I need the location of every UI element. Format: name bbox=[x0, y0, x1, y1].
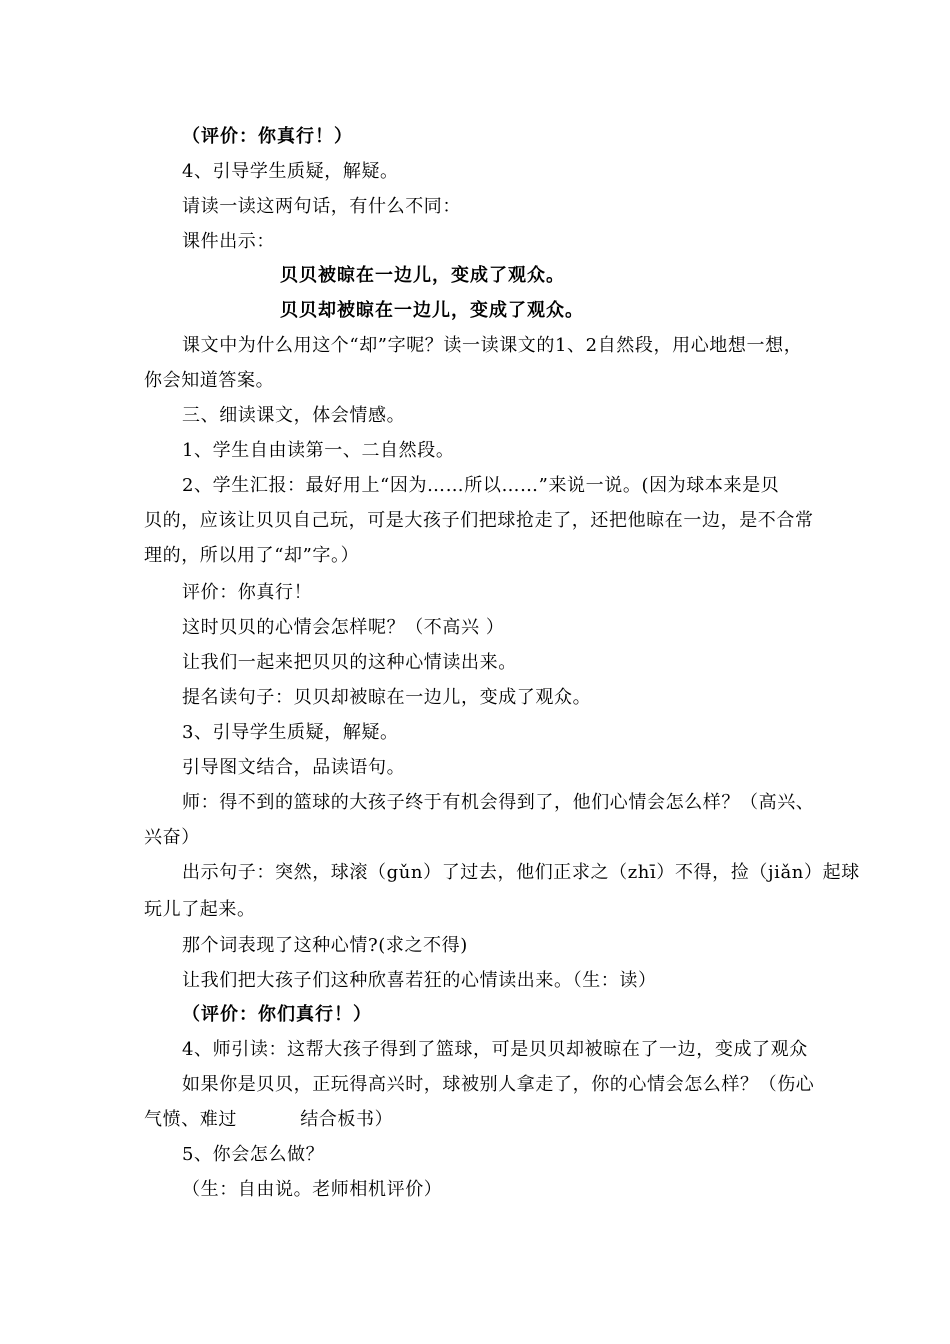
step-3-line: 3、引导学生质疑，解疑。 bbox=[182, 722, 399, 743]
courseware-label: 课件出示： bbox=[182, 231, 275, 252]
paragraph-line: 兴奋） bbox=[144, 827, 200, 848]
evaluation-line-1: （评价：你真行！） bbox=[182, 126, 353, 147]
instruction-line: 请读一读这两句话，有什么不同： bbox=[182, 196, 461, 217]
reading-line: 让我们一起来把贝贝的这种心情读出来。 bbox=[182, 652, 517, 673]
question-line: 那个词表现了这种心情?(求之不得) bbox=[182, 935, 468, 956]
step-4-line: 4、师引读：这帮大孩子得到了篮球，可是贝贝却被晾在了一边，变成了观众 bbox=[182, 1039, 808, 1060]
question-line: 如果你是贝贝，正玩得高兴时，球被别人拿走了，你的心情会怎么样？（伤心 bbox=[182, 1074, 815, 1095]
section-three-heading: 三、细读课文，体会情感。 bbox=[182, 405, 406, 426]
sentence-one: 贝贝被晾在一边儿，变成了观众。 bbox=[280, 265, 565, 286]
paragraph-line: 气愤、难过 结合板书） bbox=[144, 1109, 394, 1130]
reading-line: 提名读句子：贝贝却被晾在一边儿，变成了观众。 bbox=[182, 687, 592, 708]
guide-line: 引导图文结合，品读语句。 bbox=[182, 757, 406, 778]
evaluation-line-3: （评价：你们真行！） bbox=[182, 1004, 372, 1025]
student-response-line: （生：自由说。老师相机评价） bbox=[182, 1179, 443, 1200]
reading-line: 让我们把大孩子们这种欣喜若狂的心情读出来。（生：读） bbox=[182, 970, 657, 991]
evaluation-line-2: 评价：你真行！ bbox=[182, 582, 313, 603]
paragraph-line: 玩儿了起来。 bbox=[144, 899, 256, 920]
paragraph-line: 贝的，应该让贝贝自己玩，可是大孩子们把球抢走了，还把他晾在一边，是不合常 bbox=[144, 510, 814, 531]
paragraph-line: 理的，所以用了“却”字。） bbox=[144, 545, 360, 566]
step-4-heading: 4、引导学生质疑，解疑。 bbox=[182, 161, 399, 182]
step-5-line: 5、你会怎么做？ bbox=[182, 1144, 325, 1165]
step-2-line: 2、学生汇报：最好用上“因为……所以……”来说一说。(因为球本来是贝 bbox=[182, 475, 780, 496]
sentence-display-line: 出示句子：突然，球滚（gǔn）了过去，他们正求之（zhī）不得，捡（jiǎn）起球 bbox=[182, 862, 860, 883]
sentence-two: 贝贝却被晾在一边儿，变成了观众。 bbox=[280, 300, 584, 321]
paragraph-line: 你会知道答案。 bbox=[144, 370, 275, 391]
teacher-line: 师：得不到的篮球的大孩子终于有机会得到了，他们心情会怎么样？（高兴、 bbox=[182, 792, 815, 813]
step-1-line: 1、学生自由读第一、二自然段。 bbox=[182, 440, 455, 461]
question-line: 这时贝贝的心情会怎样呢？（不高兴 ） bbox=[182, 617, 505, 638]
paragraph-line: 课文中为什么用这个“却”字呢？读一读课文的1、2自然段，用心地想一想， bbox=[182, 335, 803, 356]
